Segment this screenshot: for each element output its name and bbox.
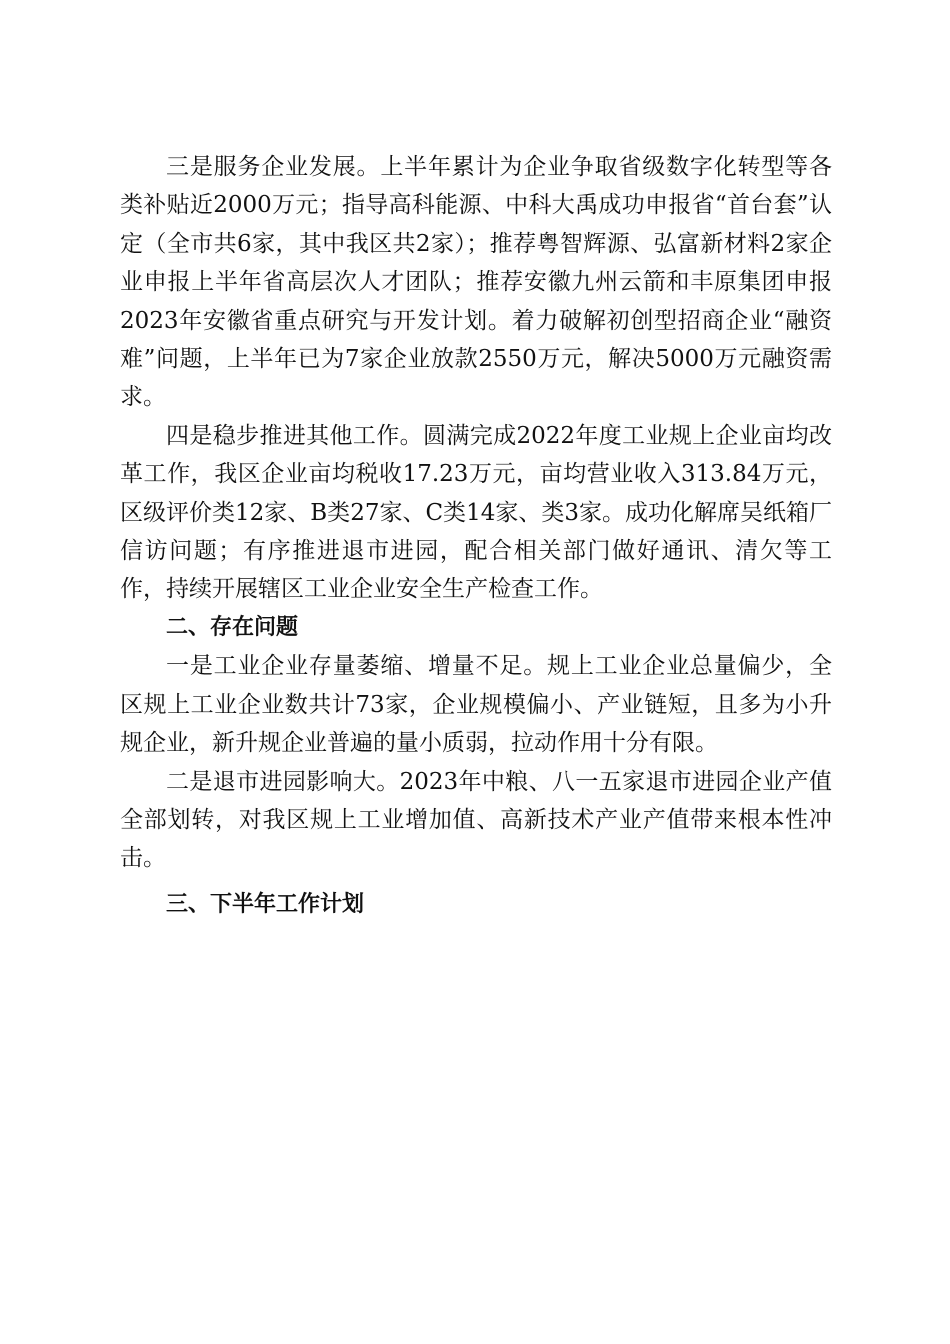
paragraph-other-work: 四是稳步推进其他工作。圆满完成2022年度工业规上企业亩均改革工作，我区企业亩均税收17.23万元，亩均营业收入313.84万元，区级评价类12家、B类27家、C类14家、类3家。成功化解席吴纸箱厂信访问题；有序推进退市进园，配合相关部门做好通讯、清欠等工作，持续开展辖区工业企业安全生产检查工作。	[120, 422, 832, 603]
paragraph-problem-1: 一是工业企业存量萎缩、增量不足。规上工业企业总量偏少，全区规上工业企业数共计73家，企业规模偏小、产业链短，且多为小升规企业，新升规企业普遍的量小质弱，拉动作用十分有限。	[120, 653, 832, 757]
section-heading-problems: 二、存在问题	[166, 614, 299, 640]
paragraph-service-enterprise: 三是服务企业发展。上半年累计为企业争取省级数字化转型等各类补贴近2000万元；指导高科能源、中科大禹成功申报省“首台套”认定（全市共6家，其中我区共2家）；推荐粤智辉源、弘富新材料2家企业申报上半年省高层次人才团队；推荐安徽九州云箭和丰原集团申报2023年安徽省重点研究与开发计划。着力破解初创型招商企业“融资难”问题，上半年已为7家企业放款2550万元，解决5000万元融资需求。	[120, 154, 832, 411]
section-heading-plan: 三、下半年工作计划	[166, 891, 365, 917]
document-body	[120, 148, 832, 924]
paragraph-problem-2: 二是退市进园影响大。2023年中粮、八一五家退市进园企业产值全部划转，对我区规上工业增加值、高新技术产业产值带来根本性冲击。	[120, 768, 832, 872]
